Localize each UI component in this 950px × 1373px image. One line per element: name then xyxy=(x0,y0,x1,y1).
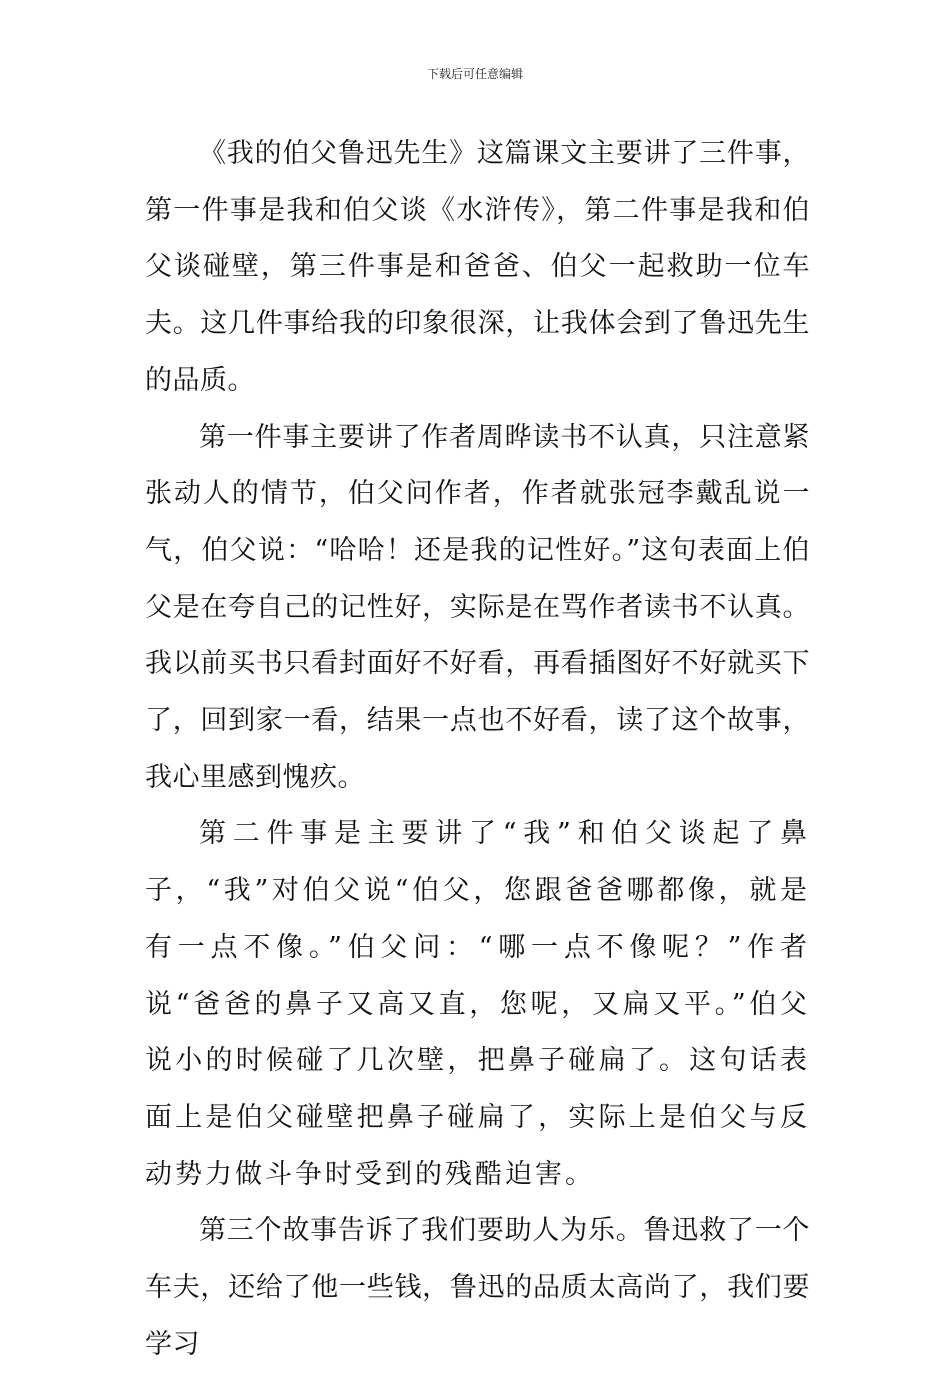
paragraph-3: 第二件事是主要讲了“我”和伯父谈起了鼻子，“我”对伯父说“伯父，您跟爸爸哪都像，就是有一点不像。”伯父问：“哪一点不像呢？”作者说“爸爸的鼻子又高又直，您呢，又扁又平。”伯父说小的时候碰了几次壁，把鼻子碰扁了。这句话表面上是伯父碰壁把鼻子碰扁了，实际上是伯父与反动势力做斗争时受到的残酷迫害。 xyxy=(145,818,810,1190)
document-body xyxy=(145,126,810,1373)
page-header: 下载后可任意编辑 xyxy=(426,67,523,81)
paragraph-1: 《我的伯父鲁迅先生》这篇课文主要讲了三件事，第一件事是我和伯父谈《水浒传》，第二件事是我和伯父谈碰壁，第三件事是和爸爸、伯父一起救助一位车夫。这几件事给我的印象很深，让我体会到了鲁迅先生的品质。 xyxy=(145,138,810,396)
paragraph-2: 第一件事主要讲了作者周晔读书不认真，只注意紧张动人的情节，伯父问作者，作者就张冠李戴乱说一气，伯父说：“哈哈！还是我的记性好。”这句表面上伯父是在夸自己的记性好，实际是在骂作者读书不认真。我以前买书只看封面好不好看，再看插图好不好就买下了，回到家一看，结果一点也不好看，读了这个故事，我心里感到愧疚。 xyxy=(145,421,810,793)
paragraph-4: 第三个故事告诉了我们要助人为乐。鲁迅救了一个车夫，还给了他一些钱，鲁迅的品质太高尚了，我们要学习 xyxy=(145,1215,810,1360)
